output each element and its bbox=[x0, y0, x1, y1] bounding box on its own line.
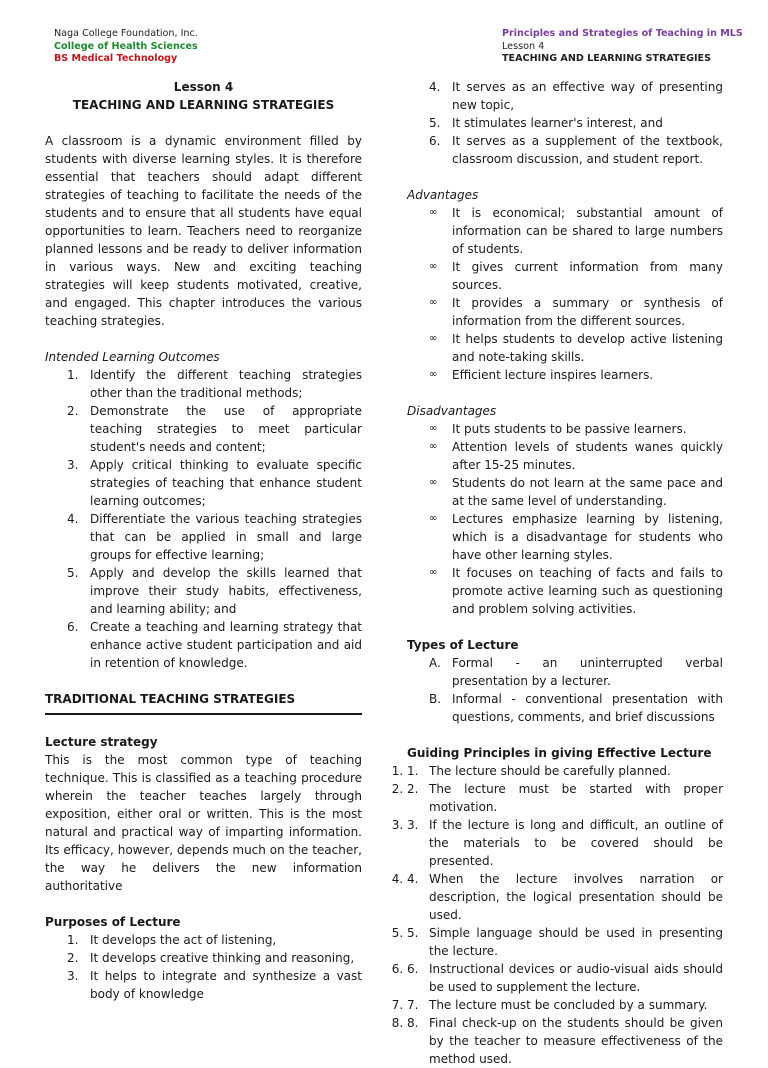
purposes-list-continued bbox=[407, 78, 723, 168]
list-item: ∞ It provides a summary or synthesis of information from the different sources. bbox=[429, 296, 723, 328]
list-item: ∞ It is economical; substantial amount of information can be shared to large numbers of students. bbox=[429, 206, 723, 256]
types-heading: Types of Lecture bbox=[407, 638, 519, 652]
list-item: 1. 1. The lecture should be carefully planned. bbox=[407, 762, 723, 780]
list-item: ∞ It focuses on teaching of facts and fails to promote active learning such as questioning and problem solving activities. bbox=[429, 566, 723, 616]
list-item: ∞ Lectures emphasize learning by listening, which is a disadvantage for students who have other learning styles. bbox=[429, 512, 723, 562]
list-item: 5. 5. Simple language should be used in presenting the lecture. bbox=[407, 924, 723, 960]
header-topic: TEACHING AND LEARNING STRATEGIES bbox=[502, 53, 712, 64]
lecture-heading: Lecture strategy bbox=[45, 735, 158, 749]
disadvantages-list bbox=[407, 420, 723, 618]
left-column bbox=[45, 78, 362, 1003]
list-item: 3. 3. If the lecture is long and difficult, an outline of the materials to be covered should be presented. bbox=[407, 816, 723, 870]
lesson-number: Lesson 4 bbox=[173, 80, 234, 94]
infinity-bullet-icon: ∞ bbox=[429, 513, 438, 524]
purposes-list bbox=[45, 931, 362, 1003]
list-item: 2. Demonstrate the use of appropriate teaching strategies to meet particular student's needs and content; bbox=[67, 404, 362, 454]
college-name: College of Health Sciences bbox=[54, 40, 198, 52]
list-item: 3. It helps to integrate and synthesize a vast body of knowledge bbox=[67, 969, 362, 1001]
infinity-bullet-icon: ∞ bbox=[429, 207, 438, 218]
list-item: 1. Identify the different teaching strategies other than the traditional methods; bbox=[67, 368, 362, 400]
traditional-heading: TRADITIONAL TEACHING STRATEGIES bbox=[45, 690, 362, 715]
infinity-bullet-icon: ∞ bbox=[429, 369, 438, 380]
intro-paragraph: A classroom is a dynamic environment filled by students with diverse learning styles. It is therefore essential that teachers should adapt different strategies of teaching to facilitate the needs of the students and to ensure that all students have equal opportunities to learn. Teachers need to reorganize planned lessons and be ready to deliver information in various ways. New and exciting teaching strategies will keep students motivated, creative, and engaged. This chapter introduces the various teaching strategies. bbox=[45, 134, 362, 328]
list-item: 4. 4. When the lecture involves narration or description, the logical presentation should be used. bbox=[407, 870, 723, 924]
list-item: B. Informal - conventional presentation with questions, comments, and brief discussions bbox=[429, 692, 723, 724]
list-item: 7. 7. The lecture must be concluded by a summary. bbox=[407, 996, 723, 1014]
list-item: 3. Apply critical thinking to evaluate specific strategies of teaching that enhance student learning outcomes; bbox=[67, 458, 362, 508]
list-item: 1. It develops the act of listening, bbox=[67, 933, 277, 947]
list-item: 4. Differentiate the various teaching strategies that can be applied in small and large groups for effective learning; bbox=[67, 512, 362, 562]
infinity-bullet-icon: ∞ bbox=[429, 297, 438, 308]
list-item: 6. Create a teaching and learning strategy that enhance active student participation and aid in retention of knowledge. bbox=[67, 620, 362, 670]
infinity-bullet-icon: ∞ bbox=[429, 333, 438, 344]
list-item: ∞ Efficient lecture inspires learners. bbox=[429, 368, 654, 382]
principles-list bbox=[407, 762, 723, 1068]
list-item: 6. 6. Instructional devices or audio-visual aids should be used to supplement the lecture. bbox=[407, 960, 723, 996]
list-item: 2. 2. The lecture must be started with proper motivation. bbox=[407, 780, 723, 816]
infinity-bullet-icon: ∞ bbox=[429, 477, 438, 488]
outcomes-list bbox=[45, 366, 362, 672]
infinity-bullet-icon: ∞ bbox=[429, 261, 438, 272]
lecture-paragraph: This is the most common type of teaching technique. This is classified as a teaching procedure wherein the teacher teaches largely through exposition, either oral or written. This is the most natural and practical way of imparting information. Its efficacy, however, depends much on the teacher, the way he delivers the new information authoritative bbox=[45, 753, 362, 893]
infinity-bullet-icon: ∞ bbox=[429, 441, 438, 452]
purposes-heading: Purposes of Lecture bbox=[45, 915, 181, 929]
list-item: 4. It serves as an effective way of presenting new topic, bbox=[429, 80, 723, 112]
course-title: Principles and Strategies of Teaching in MLS bbox=[502, 28, 743, 39]
advantages-list bbox=[407, 204, 723, 384]
advantages-heading: Advantages bbox=[407, 188, 479, 202]
institution-name: Naga College Foundation, Inc. bbox=[54, 28, 198, 39]
list-item: ∞ It helps students to develop active listening and note-taking skills. bbox=[429, 332, 723, 364]
header-lesson: Lesson 4 bbox=[502, 40, 545, 52]
header-right bbox=[502, 28, 743, 66]
list-item: 8. 8. Final check-up on the students should be given by the teacher to measure effectiveness of the method used. bbox=[407, 1014, 723, 1068]
infinity-bullet-icon: ∞ bbox=[429, 423, 438, 434]
list-item: 5. It stimulates learner's interest, and bbox=[429, 116, 663, 130]
list-item: 6. It serves as a supplement of the textbook, classroom discussion, and student report. bbox=[429, 134, 723, 166]
header-left bbox=[54, 28, 198, 66]
list-item: ∞ It puts students to be passive learners. bbox=[429, 422, 687, 436]
lesson-title: TEACHING AND LEARNING STRATEGIES bbox=[72, 98, 335, 112]
list-item: A. Formal - an uninterrupted verbal presentation by a lecturer. bbox=[429, 656, 723, 688]
list-item: ∞ Students do not learn at the same pace and at the same level of understanding. bbox=[429, 476, 723, 508]
right-column bbox=[407, 78, 723, 1068]
program-name: BS Medical Technology bbox=[54, 53, 178, 64]
list-item: 5. Apply and develop the skills learned that improve their study habits, effectiveness, and learning ability; and bbox=[67, 566, 362, 616]
list-item: ∞ Attention levels of students wanes quickly after 15-25 minutes. bbox=[429, 440, 723, 472]
outcomes-heading: Intended Learning Outcomes bbox=[45, 350, 220, 364]
infinity-bullet-icon: ∞ bbox=[429, 567, 438, 578]
disadvantages-heading: Disadvantages bbox=[407, 404, 497, 418]
list-item: ∞ It gives current information from many sources. bbox=[429, 260, 723, 292]
principles-heading: Guiding Principles in giving Effective Lecture bbox=[407, 746, 712, 760]
list-item: 2. It develops creative thinking and reasoning, bbox=[67, 951, 355, 965]
types-list bbox=[407, 654, 723, 726]
